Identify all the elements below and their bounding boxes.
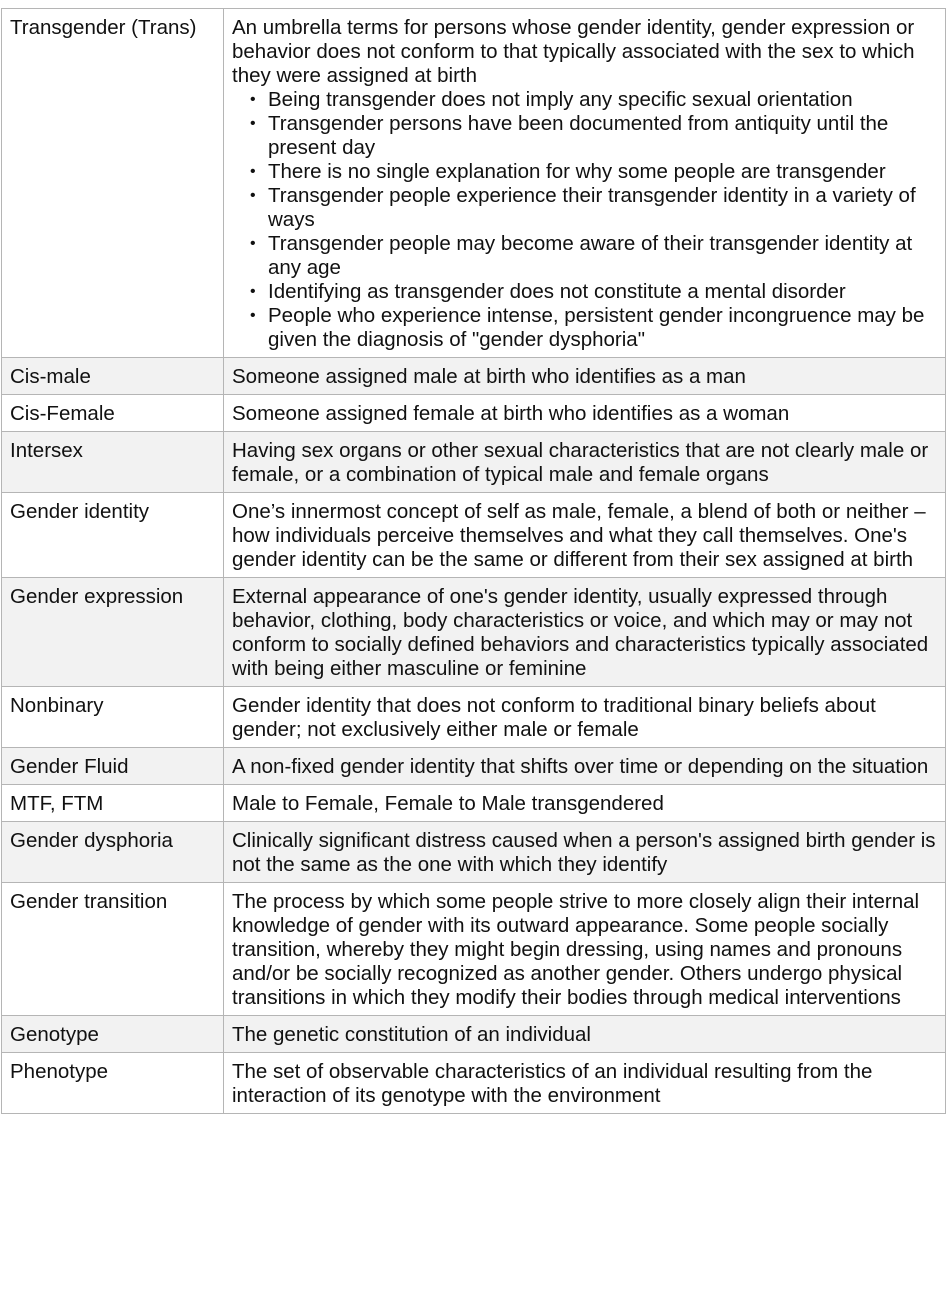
term-label: Gender expression <box>10 585 184 608</box>
definition-cell <box>224 785 946 822</box>
term-cell <box>2 748 224 785</box>
term-label: Cis-male <box>10 365 91 388</box>
table-row <box>2 1053 946 1114</box>
term-cell <box>2 395 224 432</box>
table-row <box>2 358 946 395</box>
term-label: Gender transition <box>10 890 168 913</box>
definition-text: Clinically significant distress caused when a person's assigned birth gender is not the same as the one with which they identify <box>232 829 936 876</box>
list-item: • Transgender persons have been documented from antiquity until the present day <box>250 112 889 159</box>
term-label: MTF, FTM <box>10 792 104 815</box>
table-row <box>2 883 946 1016</box>
term-label: Transgender (Trans) <box>10 16 197 39</box>
term-cell <box>2 1016 224 1053</box>
glossary-table <box>1 8 946 1114</box>
definition-text: The genetic constitution of an individual <box>232 1023 591 1046</box>
list-item: • Transgender people experience their transgender identity in a variety of ways <box>250 184 916 231</box>
definition-text: External appearance of one's gender identity, usually expressed through behavior, clothing, body characteristics or voice, and which may or may not conform to socially defined behaviors and characteristics typically associated with being either masculine or feminine <box>232 585 929 680</box>
definition-text: The process by which some people strive to more closely align their internal knowledge of gender with its outward appearance. Some people socially transition, whereby they might begin dressing, using names and pronouns and/or be socially recognized as another gender. Others undergo physical transitions in which they modify their bodies through medical interventions <box>232 890 920 1009</box>
list-item: • Identifying as transgender does not constitute a mental disorder <box>250 280 846 303</box>
table-row <box>2 395 946 432</box>
bullet-icon: • <box>250 115 256 132</box>
table-row <box>2 493 946 578</box>
table-row <box>2 785 946 822</box>
term-cell <box>2 687 224 748</box>
term-cell <box>2 785 224 822</box>
bullet-icon: • <box>250 235 256 252</box>
term-cell <box>2 358 224 395</box>
definition-text: A non-fixed gender identity that shifts over time or depending on the situation <box>232 755 929 778</box>
term-label: Gender Fluid <box>10 755 129 778</box>
definition-cell <box>224 883 946 1016</box>
term-label: Phenotype <box>10 1060 109 1083</box>
definition-cell <box>224 395 946 432</box>
term-cell <box>2 9 224 358</box>
bullet-icon: • <box>250 283 256 300</box>
term-cell <box>2 1053 224 1114</box>
term-cell <box>2 822 224 883</box>
definition-text: One’s innermost concept of self as male, female, a blend of both or neither – how individuals perceive themselves and what they call themselves. One's gender identity can be the same or different from their sex assigned at birth <box>232 500 926 571</box>
definition-cell <box>224 822 946 883</box>
bullet-icon: • <box>250 187 256 204</box>
list-item: • There is no single explanation for why some people are transgender <box>250 160 886 183</box>
bullet-icon: • <box>250 307 256 324</box>
table-row <box>2 1016 946 1053</box>
term-label: Gender dysphoria <box>10 829 173 852</box>
definition-text: Male to Female, Female to Male transgendered <box>232 792 664 815</box>
term-cell <box>2 493 224 578</box>
bullet-list <box>232 88 939 352</box>
table-row <box>2 748 946 785</box>
definition-text: Having sex organs or other sexual characteristics that are not clearly male or female, or a combination of typical male and female organs <box>232 439 929 486</box>
definition-cell <box>224 578 946 687</box>
definition-cell <box>224 1053 946 1114</box>
bullet-icon: • <box>250 91 256 108</box>
definition-cell <box>224 493 946 578</box>
definition-text: The set of observable characteristics of an individual resulting from the interaction of its genotype with the environment <box>232 1060 873 1107</box>
list-item: • Being transgender does not imply any specific sexual orientation <box>250 88 853 111</box>
definition-cell <box>224 9 946 358</box>
term-cell <box>2 578 224 687</box>
definition-cell <box>224 358 946 395</box>
definition-cell <box>224 687 946 748</box>
table-row <box>2 687 946 748</box>
term-label: Nonbinary <box>10 694 104 717</box>
term-cell <box>2 432 224 493</box>
glossary-page <box>1 8 947 1114</box>
list-item: • People who experience intense, persistent gender incongruence may be given the diagnosis of "gender dysphoria" <box>250 304 925 351</box>
definition-cell <box>224 748 946 785</box>
term-label: Genotype <box>10 1023 99 1046</box>
term-label: Intersex <box>10 439 83 462</box>
bullet-icon: • <box>250 163 256 180</box>
term-cell <box>2 883 224 1016</box>
table-row <box>2 432 946 493</box>
table-row <box>2 578 946 687</box>
definition-cell <box>224 432 946 493</box>
definition-text: Gender identity that does not conform to traditional binary beliefs about gender; not exclusively either male or female <box>232 694 876 741</box>
table-row <box>2 9 946 358</box>
definition-cell <box>224 1016 946 1053</box>
term-label: Cis-Female <box>10 402 115 425</box>
list-item: • Transgender people may become aware of their transgender identity at any age <box>250 232 913 279</box>
term-label: Gender identity <box>10 500 150 523</box>
definition-text: Someone assigned female at birth who identifies as a woman <box>232 402 790 425</box>
definition-text: An umbrella terms for persons whose gender identity, gender expression or behavior does not conform to that typically associated with the sex to which they were assigned at birth <box>232 16 915 87</box>
table-row <box>2 822 946 883</box>
definition-text: Someone assigned male at birth who identifies as a man <box>232 365 746 388</box>
